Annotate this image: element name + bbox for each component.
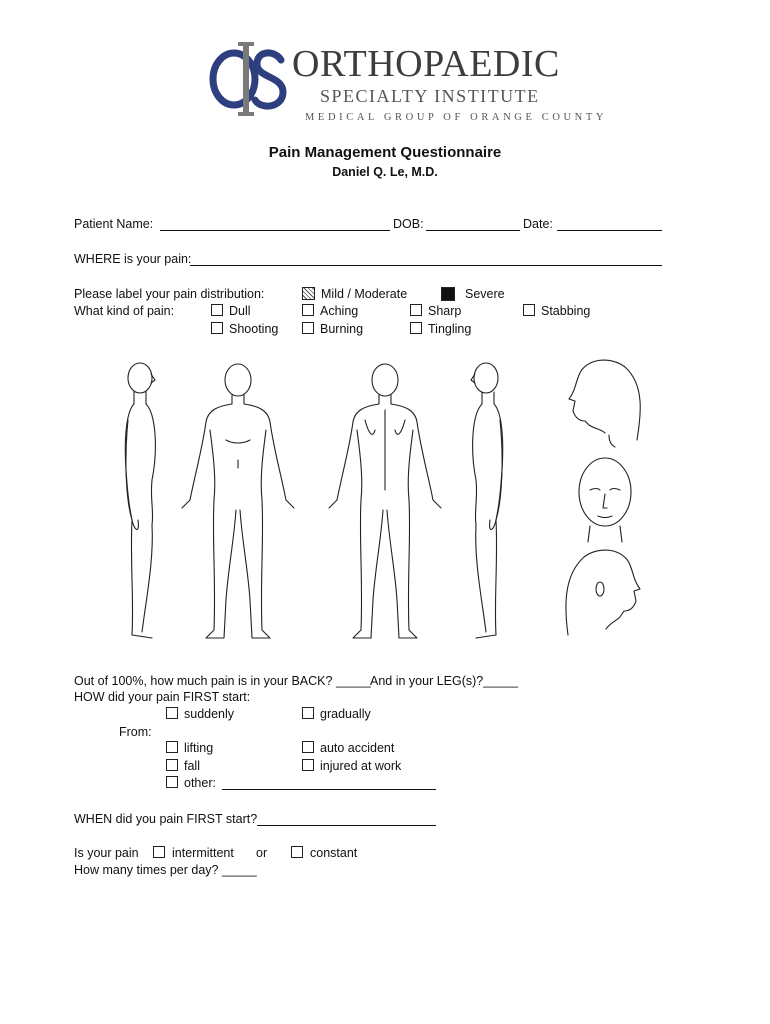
intermittent-checkbox[interactable] — [153, 846, 165, 858]
injured-at-work-checkbox[interactable] — [302, 759, 314, 771]
dull-checkbox[interactable] — [211, 304, 223, 316]
page-title: Pain Management Questionnaire — [268, 144, 502, 161]
constant-label: constant — [310, 846, 358, 860]
tingling-checkbox[interactable] — [410, 322, 422, 334]
aching-label: Aching — [320, 304, 359, 318]
auto-accident-label: auto accident — [320, 741, 395, 755]
head-side-view-right[interactable] — [560, 545, 645, 645]
dull-label: Dull — [229, 304, 251, 318]
when-start-question: WHEN did you pain FIRST start? — [74, 812, 258, 826]
when-start-field[interactable] — [257, 825, 436, 826]
injured-at-work-label: injured at work — [320, 759, 402, 773]
fall-label: fall — [184, 759, 200, 773]
from-label: From: — [119, 725, 152, 739]
sharp-checkbox[interactable] — [410, 304, 422, 316]
patient-name-field[interactable] — [160, 230, 390, 231]
mild-moderate-label: Mild / Moderate — [321, 287, 408, 301]
where-field[interactable] — [190, 265, 662, 266]
how-start-question: HOW did your pain FIRST start: — [74, 690, 251, 704]
other-checkbox[interactable] — [166, 776, 178, 788]
mild-moderate-legend — [302, 287, 315, 300]
body-back-view[interactable] — [325, 360, 445, 645]
logo-name-line3: MEDICAL GROUP OF ORANGE COUNTY — [305, 112, 608, 123]
shooting-label: Shooting — [229, 322, 279, 336]
head-side-view-left[interactable] — [565, 355, 645, 450]
lifting-label: lifting — [184, 741, 214, 755]
or-label: or — [256, 846, 268, 860]
logo-monogram-icon — [205, 40, 295, 120]
severe-legend — [441, 287, 455, 301]
head-front-view[interactable] — [570, 450, 640, 545]
body-side-view-left[interactable] — [118, 360, 168, 645]
other-field[interactable] — [222, 789, 436, 790]
logo-name-line1: ORTHOPAEDIC — [292, 43, 560, 85]
stabbing-checkbox[interactable] — [523, 304, 535, 316]
tingling-label: Tingling — [428, 322, 472, 336]
fall-checkbox[interactable] — [166, 759, 178, 771]
dob-label: DOB: — [393, 217, 424, 231]
severe-label: Severe — [465, 287, 505, 301]
burning-label: Burning — [320, 322, 364, 336]
logo-name-line2: SPECIALTY INSTITUTE — [320, 86, 540, 106]
suddenly-label: suddenly — [184, 707, 235, 721]
sharp-label: Sharp — [428, 304, 462, 318]
auto-accident-checkbox[interactable] — [302, 741, 314, 753]
gradually-checkbox[interactable] — [302, 707, 314, 719]
dob-field[interactable] — [426, 230, 520, 231]
constant-checkbox[interactable] — [291, 846, 303, 858]
intermittent-label: intermittent — [172, 846, 234, 860]
shooting-checkbox[interactable] — [211, 322, 223, 334]
body-side-view-right[interactable] — [460, 360, 510, 645]
aching-checkbox[interactable] — [302, 304, 314, 316]
date-label: Date: — [523, 217, 553, 231]
times-per-day-question: How many times per day? _____ — [74, 863, 257, 877]
lifting-checkbox[interactable] — [166, 741, 178, 753]
date-field[interactable] — [557, 230, 662, 231]
doctor-name: Daniel Q. Le, M.D. — [332, 165, 438, 179]
gradually-label: gradually — [320, 707, 371, 721]
stabbing-label: Stabbing — [541, 304, 591, 318]
where-label: WHERE is your pain: — [74, 252, 192, 266]
patient-name-label: Patient Name: — [74, 217, 154, 231]
percent-back-question: Out of 100%, how much pain is in your BACK? _____ — [74, 674, 371, 688]
distribution-label: Please label your pain distribution: — [74, 287, 265, 301]
body-front-view[interactable] — [178, 360, 298, 645]
kind-label: What kind of pain: — [74, 304, 175, 318]
burning-checkbox[interactable] — [302, 322, 314, 334]
is-your-pain-label: Is your pain — [74, 846, 139, 860]
other-label: other: — [184, 776, 216, 790]
suddenly-checkbox[interactable] — [166, 707, 178, 719]
percent-leg-question: And in your LEG(s)?_____ — [370, 674, 519, 688]
